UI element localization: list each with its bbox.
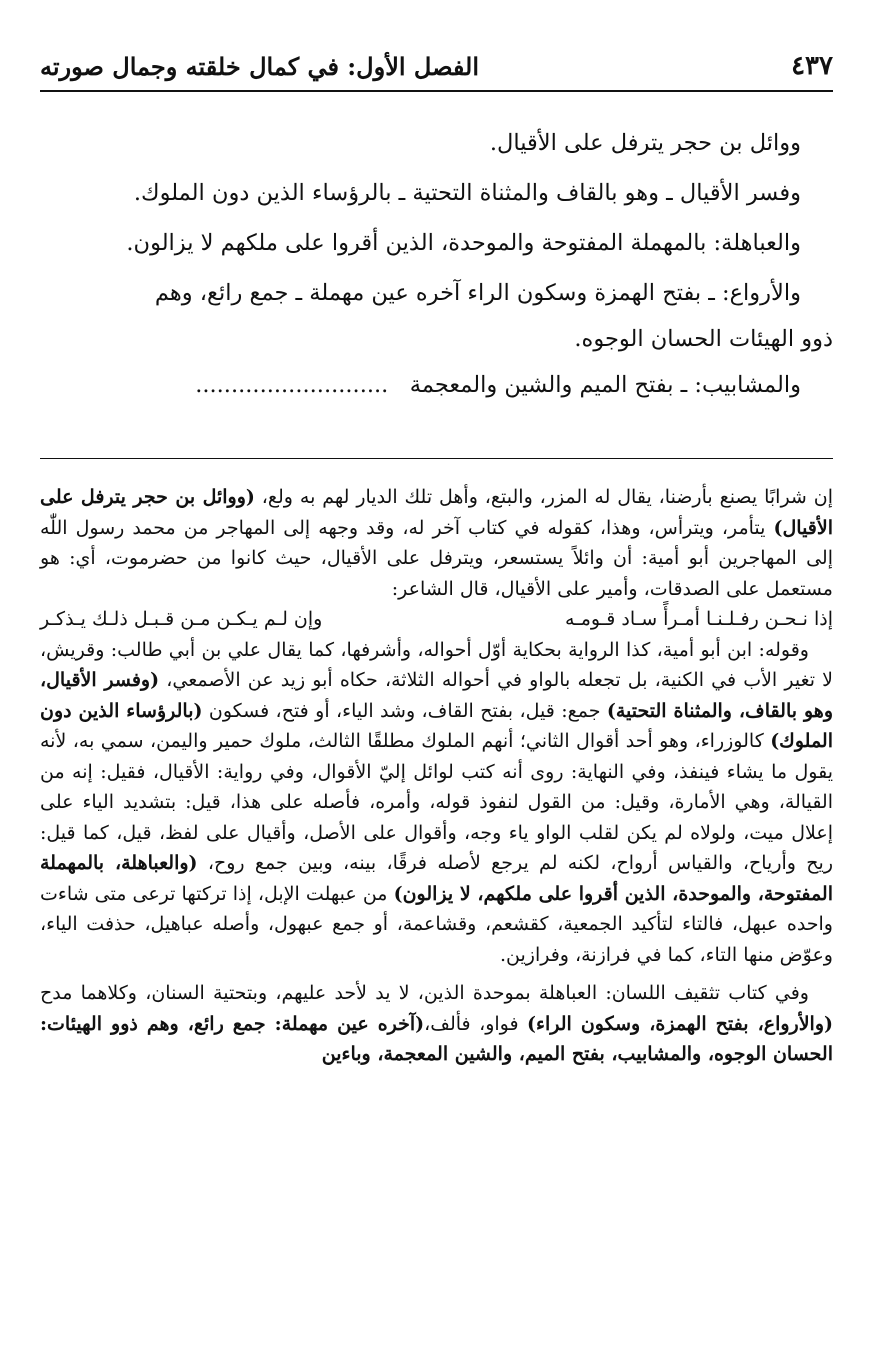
matn-paragraph [40,168,801,218]
commentary-run: إن شرابًا يصنع بأرضنا، يقال له المزر، والبتع، وأهل تلك الديار لهم به ولع، [254,486,833,508]
matn-line: والأرواع: ـ بفتح الهمزة وسكون الراء آخره عين مهملة ـ جمع رائع، وهم [154,280,801,306]
matn-text: والمشابيب: ـ بفتح الميم والشين والمعجمة [409,372,801,398]
quoted-matn: (بالرؤساء الذين دون الملوك) [40,699,833,752]
matn-line: ووائل بن حجر يترفل على الأقيال. [489,130,801,156]
quoted-matn: (آخره عين مهملة: جمع رائع، وهم ذوو الهيئات: الحسان الوجوه، والمشابيب، بفتح الميم، والشين المعجمة، وباءين [40,1012,833,1065]
matn-line: ذوو الهيئات الحسان الوجوه. [574,326,833,352]
header-rule [40,90,833,92]
commentary-paragraph [40,482,833,604]
matn-paragraph [40,118,801,168]
commentary-run: من عبهلت الإبل، إذا تركتها ترعى متى شاءت واحده عبهل، فالتاء لتأكيد الجمعية، كقشعم، وقشاعمة، أو جمع عبهول، وأصله عباهيل، حذفت الياء، وعوّض منها التاء، كما في فرازنة، وفرازين. [40,882,833,966]
quoted-matn: (ووائل بن حجر يترفل على الأقيال) [40,486,833,539]
continuation-dots: ........................... [195,372,389,398]
main-text [40,118,833,410]
matn-paragraph [40,268,833,360]
commentary-text [40,482,833,1070]
commentary-paragraph [40,978,833,1070]
commentary-run: فواو، فألف، [424,1012,528,1035]
page-number: ٤٣٧ [791,51,833,81]
matn-paragraph [40,360,801,410]
commentary-run: يتأمر، ويترأس، وهذا، كقوله في كتاب آخر له، وقد وجهه إلى المهاجر من محمد رسول اللّٰه إلى المهاجرين أبو أمية: أن وائلاً يستسعر، ويترفل على الأقيال، حيث كانوا من حضرموت، أي: هو مستعمل على الصدقات، وأمير على الأقيال، قال الشاعر: [40,516,833,600]
quoted-matn: (والأرواع، بفتح الهمزة، وسكون الراء) [527,1012,833,1035]
commentary-run: كالوزراء، وهو أحد أقوال الثاني؛ أنهم الملوك مطلقًا الثالث، ملوك حمير واليمن، سمي به، لأنه يقول ما يشاء فينفذ، وفي النهاية: روى أنه كتب لوائل إليّ الأقوال، وفي رواية: الأقيال، فقيل: إنه من القيالة، وهي الأمارة، وقيل: من القول لنفوذ قوله، وأمره، فأصله على هذا، قيل: بتشديد الياء على إعلال ميت، ولولاه لم يكن لقلب الواو ياء وجه، وأقوال على الأصل، وأقيال على لفظ، قيل، كما قيل: ريح وأرياح، والقياس أرواح، لكنه لم يرجع لأصله فرقًا، بينه، وبين جمع روح، [40,730,833,874]
quoted-matn: (والعباهلة، بالمهملة المفتوحة، والموحدة، الذين أقروا على ملكهم، لا يزالون) [40,852,833,905]
running-header [40,44,833,88]
matn-line [40,360,801,410]
commentary-run: جمع: قيل، بفتح القاف، وشد الياء، أو فتح، فسكون [202,699,607,722]
matn-line: وفسر الأقيال ـ وهو بالقاف والمثناة التحتية ـ بالرؤساء الذين دون الملوك. [133,180,801,206]
matn-paragraph [40,218,801,268]
commentary-paragraph [40,635,833,971]
verse-hemistich-left: وإن لـم يـكـن مـن قـبـل ذلـك يـذكـر [40,608,323,630]
footnote-separator [40,458,833,459]
verse-hemistich-right: إذا نـحـن رفـلـنـا أمـرأً سـاد قـومـه [564,608,833,630]
chapter-title: الفصل الأول: في كمال خلقته وجمال صورته [40,51,480,81]
poetry-verse [40,604,833,635]
quoted-matn: (وفسر الأقيال، وهو بالقاف، والمثناة التحتية) [40,669,833,722]
paragraph-gap [40,970,833,978]
commentary-run: وقوله: ابن أبو أمية، كذا الرواية بحكاية أوّل أحواله، وأشرفها، كما يقال علي بن أبي طالب: وقريش، لا تغير الأب في الكنية، بل تجعله بالواو في أحواله الثلاثة، حكاه أبو زيد عن الأصمعي، [40,638,834,691]
matn-line: والعباهلة: بالمهملة المفتوحة والموحدة، الذين أقروا على ملكهم لا يزالون. [126,230,801,256]
commentary-run: وفي كتاب تثقيف اللسان: العباهلة بموحدة الذين، لا يد لأحد عليهم، وبتحتية السنان، وكلاهما مدح [40,982,809,1004]
